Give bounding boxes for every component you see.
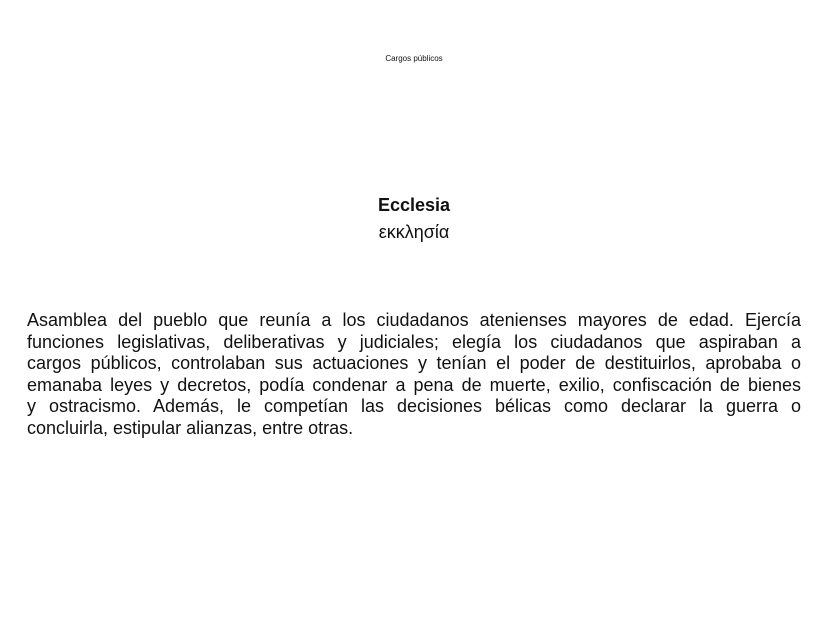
paragraph-line: y ostracismo. Además, le competían las decisiones bélicas como declarar la guerra o [27, 396, 801, 417]
definition-paragraph [27, 310, 801, 440]
entry-greek-term: εκκλησία [378, 222, 450, 242]
paragraph-line: cargos públicos, controlaban sus actuaciones y tenían el poder de destituirlos, aprobaba o [27, 353, 801, 374]
running-header: Cargos públicos [385, 54, 443, 63]
paragraph-line: concluirla, estipular alianzas, entre otras. [27, 417, 354, 438]
entry-title: Ecclesia [377, 195, 451, 215]
paragraph-line: Asamblea del pueblo que reunía a los ciudadanos atenienses mayores de edad. Ejercía [27, 310, 801, 330]
paragraph-line: emanaba leyes y decretos, podía condenar a pena de muerte, exilio, confiscación de bienes [27, 374, 801, 395]
paragraph-line: funciones legislativas, deliberativas y judiciales; elegía los ciudadanos que aspiraban a [27, 331, 801, 352]
